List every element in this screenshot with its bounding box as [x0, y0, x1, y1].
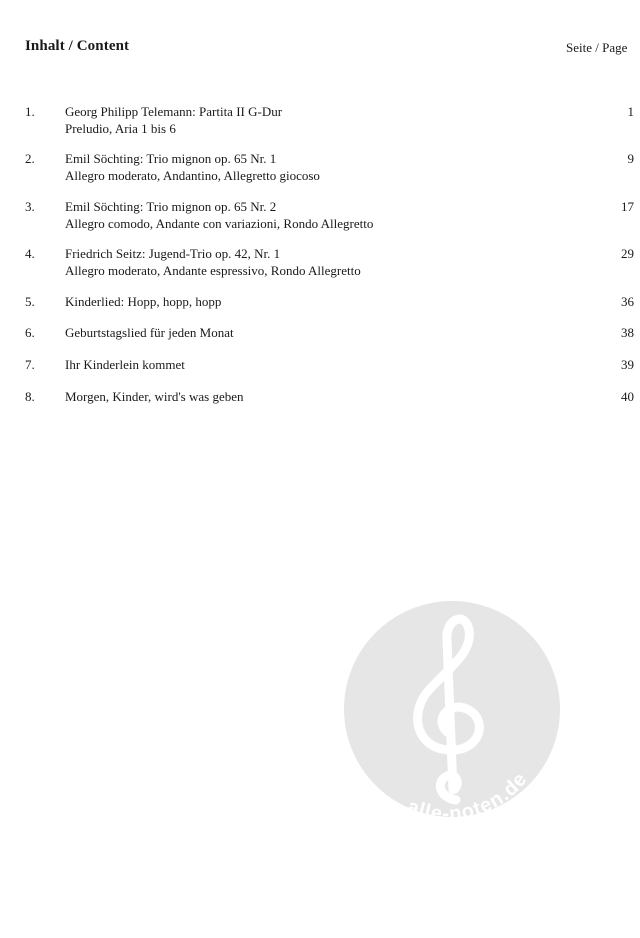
entry-page-number: 1 — [627, 104, 634, 119]
entry-title: Emil Söchting: Trio mignon op. 65 Nr. 1 — [65, 151, 277, 166]
entry-subtitle: Allegro comodo, Andante con variazioni, Rondo Allegretto — [65, 215, 374, 231]
page-title: Inhalt / Content — [25, 38, 130, 54]
entry-number: 1. — [25, 104, 35, 119]
entry-page-number: 40 — [621, 389, 634, 404]
entry-title: Kinderlied: Hopp, hopp, hopp — [65, 294, 222, 309]
entry-page-number: 38 — [621, 325, 634, 340]
watermark-text: alle-noten.de — [404, 768, 532, 818]
entry-subtitle: Preludio, Aria 1 bis 6 — [65, 120, 176, 136]
entry-number: 6. — [25, 325, 35, 340]
watermark-logo — [343, 600, 561, 818]
entry-number: 4. — [25, 246, 35, 261]
entry-page-number: 36 — [621, 294, 634, 309]
entry-title: Georg Philipp Telemann: Partita II G-Dur — [65, 104, 283, 119]
entry-subtitle: Allegro moderato, Andantino, Allegretto giocoso — [65, 167, 320, 183]
entry-page-number: 9 — [627, 151, 634, 166]
entry-title: Emil Söchting: Trio mignon op. 65 Nr. 2 — [65, 199, 277, 214]
entry-page-number: 17 — [621, 199, 634, 214]
entry-page-number: 29 — [621, 246, 634, 261]
entry-number: 3. — [25, 199, 35, 214]
entry-title: Morgen, Kinder, wird's was geben — [65, 389, 244, 404]
entry-title: Friedrich Seitz: Jugend-Trio op. 42, Nr. 1 — [65, 246, 281, 261]
entry-number: 8. — [25, 389, 35, 404]
treble-clef-icon — [343, 600, 561, 818]
table-of-contents — [0, 0, 640, 420]
entry-subtitle: Allegro moderato, Andante espressivo, Rondo Allegretto — [65, 262, 361, 278]
page-column-header: Seite / Page — [566, 40, 628, 55]
entry-title: Geburtstagslied für jeden Monat — [65, 325, 234, 340]
entry-page-number: 39 — [621, 357, 634, 372]
entry-title: Ihr Kinderlein kommet — [65, 357, 185, 372]
entry-number: 7. — [25, 357, 35, 372]
entry-number: 2. — [25, 151, 35, 166]
entry-number: 5. — [25, 294, 35, 309]
